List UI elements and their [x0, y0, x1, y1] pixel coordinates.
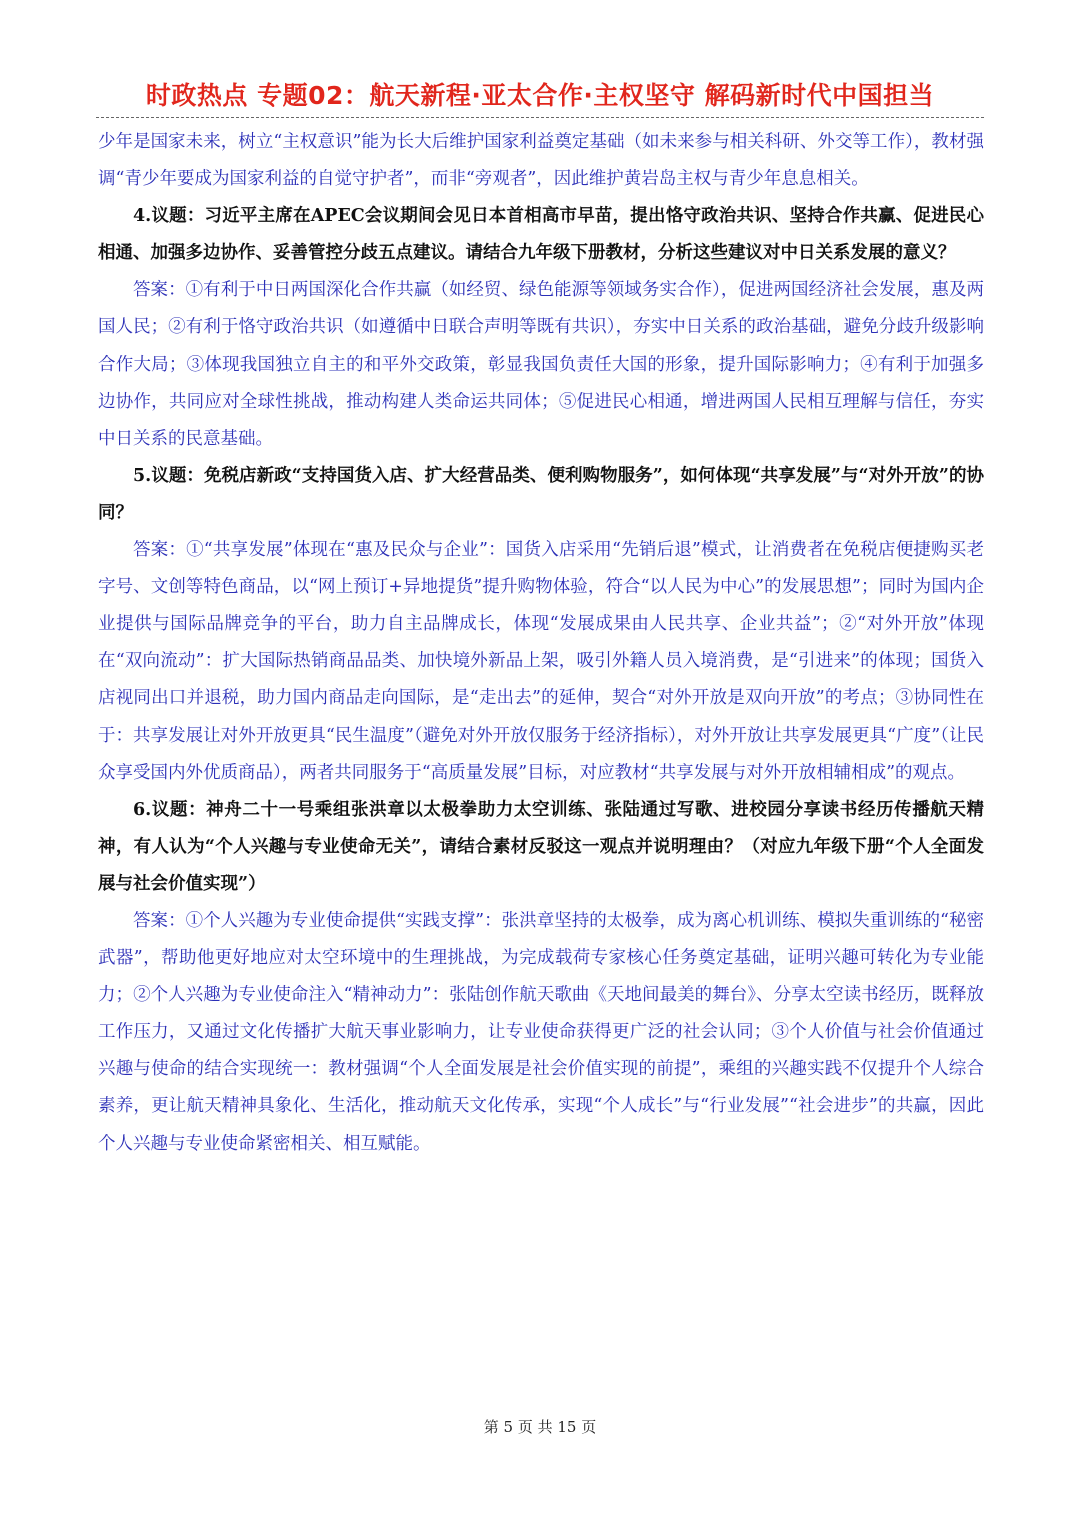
answer-continuation: 少年是国家未来，树立“主权意识”能为长大后维护国家利益奠定基础（如未来参与相关科研、外交等工作），教材强调“青少年要成为国家利益的自觉守护者”，而非“旁观者”，因此维护黄岩岛主权与青少年息息相关。	[98, 132, 984, 190]
page-suffix: 页	[581, 1418, 597, 1436]
document-body	[98, 124, 984, 1163]
answer-4: 答案：①有利于中日两国深化合作共赢（如经贸、绿色能源等领域务实合作），促进两国经济社会发展，惠及两国人民；②有利于恪守政治共识（如遵循中日联合声明等既有共识），夯实中日关系的政治基础，避免分歧升级影响合作大局；③体现我国独立自主的和平外交政策，彰显我国负责任大国的形象，提升国际影响力；④有利于加强多边协作，共同应对全球性挑战，推动构建人类命运共同体；⑤促进民心相通，增进两国人民相互理解与信任，夯实中日关系的民意基础。	[98, 280, 984, 449]
answer-5: 答案：①“共享发展”体现在“惠及民众与企业”：国货入店采用“先销后退”模式，让消费者在免税店便捷购买老字号、文创等特色商品，以“网上预订+异地提货”提升购物体验，符合“以人民为中心”的发展思想”；同时为国内企业提供与国际品牌竞争的平台，助力自主品牌成长，体现“发展成果由人民共享、企业共益”；②“对外开放”体现在“双向流动”：扩大国际热销商品品类、加快境外新品上架，吸引外籍人员入境消费，是“引进来”的体现；国货入店视同出口并退税，助力国内商品走向国际，是“走出去”的延伸，契合“对外开放是双向开放”的考点；③协同性在于：共享发展让对外开放更具“民生温度”（避免对外开放仅服务于经济指标），对外开放让共享发展更具“广度”（让民众享受国内外优质商品），两者共同服务于“高质量发展”目标，对应教材“共享发展与对外开放相辅相成”的观点。	[98, 540, 984, 783]
page-footer	[0, 1416, 1080, 1437]
page-prefix: 第	[483, 1418, 499, 1436]
answer-6: 答案：①个人兴趣为专业使命提供“实践支撑”：张洪章坚持的太极拳，成为离心机训练、模拟失重训练的“秘密武器”，帮助他更好地应对太空环境中的生理挑战，为完成载荷专家核心任务奠定基础，证明兴趣可转化为专业能力；②个人兴趣为专业使命注入“精神动力”：张陆创作航天歌曲《天地间最美的舞台》、分享太空读书经历，既释放工作压力，又通过文化传播扩大航天事业影响力，让专业使命获得更广泛的社会认同；③个人价值与社会价值通过兴趣与使命的结合实现统一：教材强调“个人全面发展是社会价值实现的前提”，乘组的兴趣实践不仅提升个人综合素养，更让航天精神具象化、生活化，推动航天文化传承，实现“个人成长”与“行业发展”“社会进步”的共赢，因此个人兴趣与专业使命紧密相关、相互赋能。	[98, 910, 984, 1154]
question-4: 4.议题：习近平主席在APEC会议期间会见日本首相高市早苗，提出恪守政治共识、坚持合作共赢、促进民心相通、加强多边协作、妥善管控分歧五点建议。请结合九年级下册教材，分析这些建议对中日关系发展的意义？	[98, 206, 984, 264]
page-middle: 页 共	[517, 1418, 553, 1436]
header-dashed-divider	[96, 117, 984, 118]
page-total-number: 15	[557, 1418, 577, 1436]
page-current-number: 5	[503, 1418, 514, 1436]
page-header-title: 时政热点 专题02：航天新程·亚太合作·主权坚守 解码新时代中国担当	[145, 81, 935, 110]
question-5: 5.议题：免税店新政“支持国货入店、扩大经营品类、便利购物服务”，如何体现“共享发展”与“对外开放”的协同？	[98, 465, 984, 523]
question-6: 6.议题：神舟二十一号乘组张洪章以太极拳助力太空训练、张陆通过写歌、进校园分享读书经历传播航天精神，有人认为“个人兴趣与专业使命无关”，请结合素材反驳这一观点并说明理由？（对应九年级下册“个人全面发展与社会价值实现”）	[98, 799, 984, 894]
